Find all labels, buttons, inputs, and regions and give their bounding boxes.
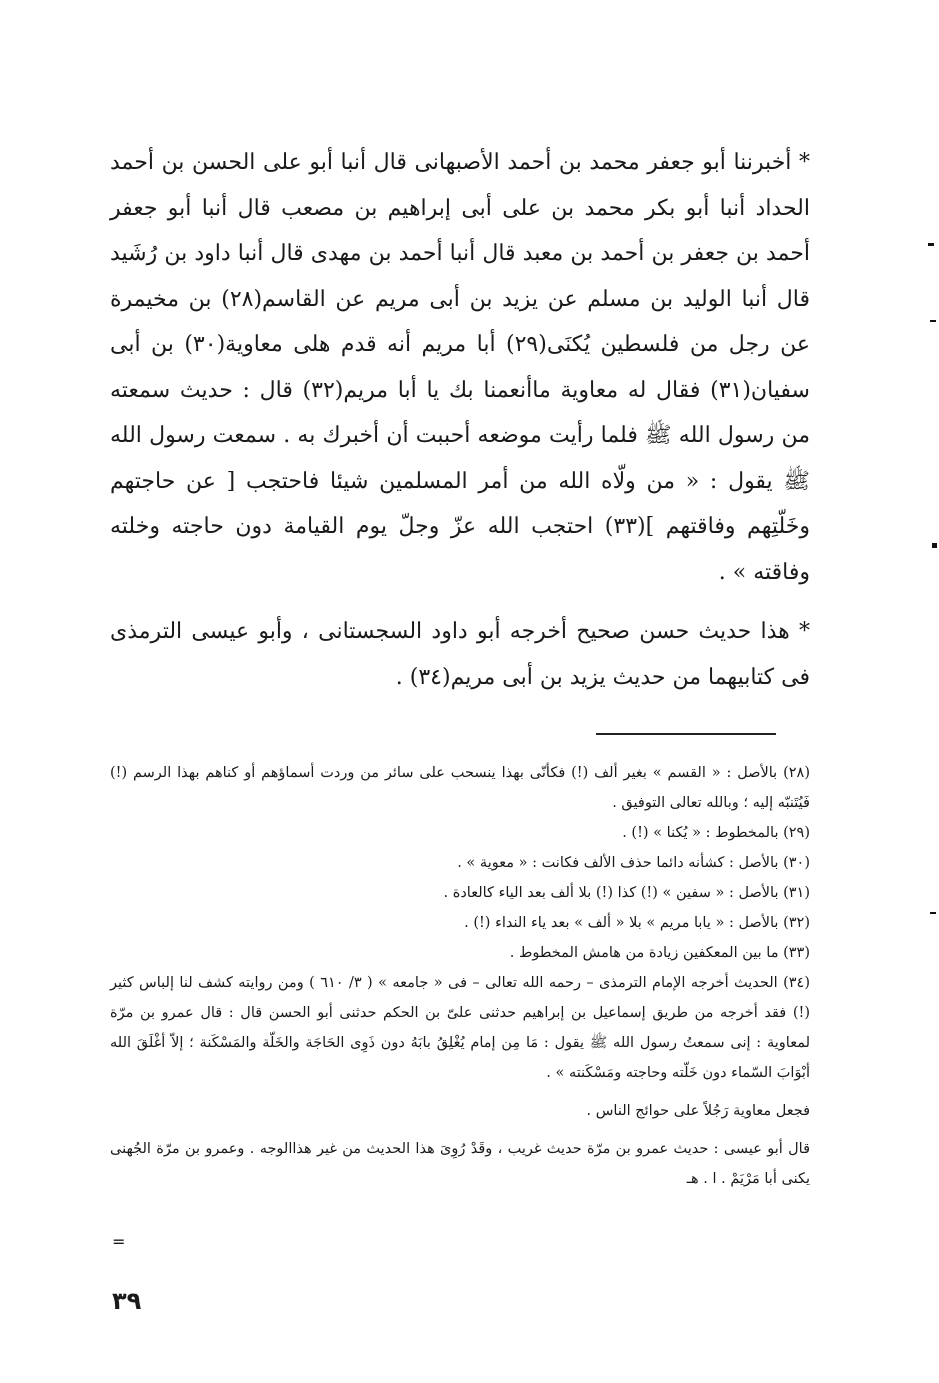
page-number: ٣٩ (112, 1287, 142, 1315)
main-paragraph: * هذا حديث حسن صحيح أخرجه أبو داود السجستانى ، وأبو عيسى الترمذى فى كتابيهما من حديث يزيد بن أبى مريم(٣٤) . (110, 619, 810, 690)
margin-mark (928, 243, 934, 246)
footnote-separator (596, 733, 776, 735)
margin-mark (932, 543, 937, 548)
footnote: (٢٨) بالأصل : « القسم » بغير ألف (!) فكأنّى بهذا ينسحب على سائر من وردت أسماؤهم أو كناهم بهذا الرسم (!) فَيُتَنبّه إليه ؛ وبالله تعالى التوفيق . (110, 765, 810, 811)
continuation-mark: = (112, 1232, 126, 1251)
footnotes (110, 758, 810, 1194)
margin-mark (930, 912, 936, 914)
footnote: (٢٩) بالمخطوط : « يُكنا » (!) . (622, 825, 810, 841)
footnote: فجعل معاوية رَجُلاً على حوائج الناس . (586, 1103, 810, 1119)
footnote: (٣٢) بالأصل : « يابا مريم » بلا « ألف » بعد ياء النداء (!) . (464, 915, 810, 931)
footnote: (٣١) بالأصل : « سفين » (!) كذا (!) بلا ألف بعد الياء كالعادة . (443, 885, 810, 901)
footnote: (٣٠) بالأصل : كشأنه دائما حذف الألف فكانت : « معوية » . (457, 855, 810, 871)
main-text (110, 140, 810, 700)
margin-mark (930, 320, 936, 322)
footnote: (٣٤) الحديث أخرجه الإمام الترمذى – رحمه الله تعالى – فى « جامعه » ( ٣/ ٦١٠ ) ومن روايته كشف لنا إلباس كثير (!) فقد أخرجه من طريق إسماعيل بن إبراهيم حدثنى علىّ بن الحكم حدثنى أبو الحسن قال : قال عمرو بن مرّة لمعاوية : إنى سمعتُ رسول الله ﷺ يقول : مَا مِن إمام يُغْلِقُ بابَهُ دون ذَوِى الحَاجَة والخَلّة والمَسْكَنة ؛ إلاّ أغْلَقَ الله أبْوَابَ السّماء دون خَلّته وحاجته ومَسْكَنته » . (110, 975, 811, 1081)
footnote: (٣٣) ما بين المعكفين زيادة من هامش المخطوط . (509, 945, 810, 961)
main-paragraph: * أخبرننا أبو جعفر محمد بن أحمد الأصبهانى قال أنبا أبو على الحسن بن أحمد الحداد أنبا أبو بكر محمد بن على أبى إبراهيم بن مصعب قال أنبا أبو جعفر أحمد بن جعفر بن أحمد بن معبد قال أنبا أحمد بن مهدى قال أنبا داود بن رُشَيد قال أنبا الوليد بن مسلم عن يزيد بن أبى مريم عن القاسم(٢٨) بن مخيمرة عن رجل من فلسطين يُكنَى(٢٩) أبا مريم أنه قدم هلى معاوية(٣٠) بن أبى سفيان(٣١) فقال له معاوية ماأنعمنا بك يا أبا مريم(٣٢) قال : حديث سمعته من رسول الله ﷺ فلما رأيت موضعه أحببت أن أخبرك به . سمعت رسول الله ﷺ يقول : « من ولّاه الله من أمر المسلمين شيئا فاحتجب [ عن حاجتهم وخَلّتِهم وفاقتهم ](٣٣) احتجب الله عزّ وجلّ يوم القيامة دون حاجته وخلته وفاقته » . (110, 150, 811, 585)
footnote: قال أبو عيسى : حديث عمرو بن مرّة حديث غريب ، وقَدْ رُوِىَ هذا الحديث من غير هذاالوجه . وعمرو بن مرّة الجُهنى يكنى أبا مَرْيَمْ . ا . هـ (110, 1141, 810, 1187)
